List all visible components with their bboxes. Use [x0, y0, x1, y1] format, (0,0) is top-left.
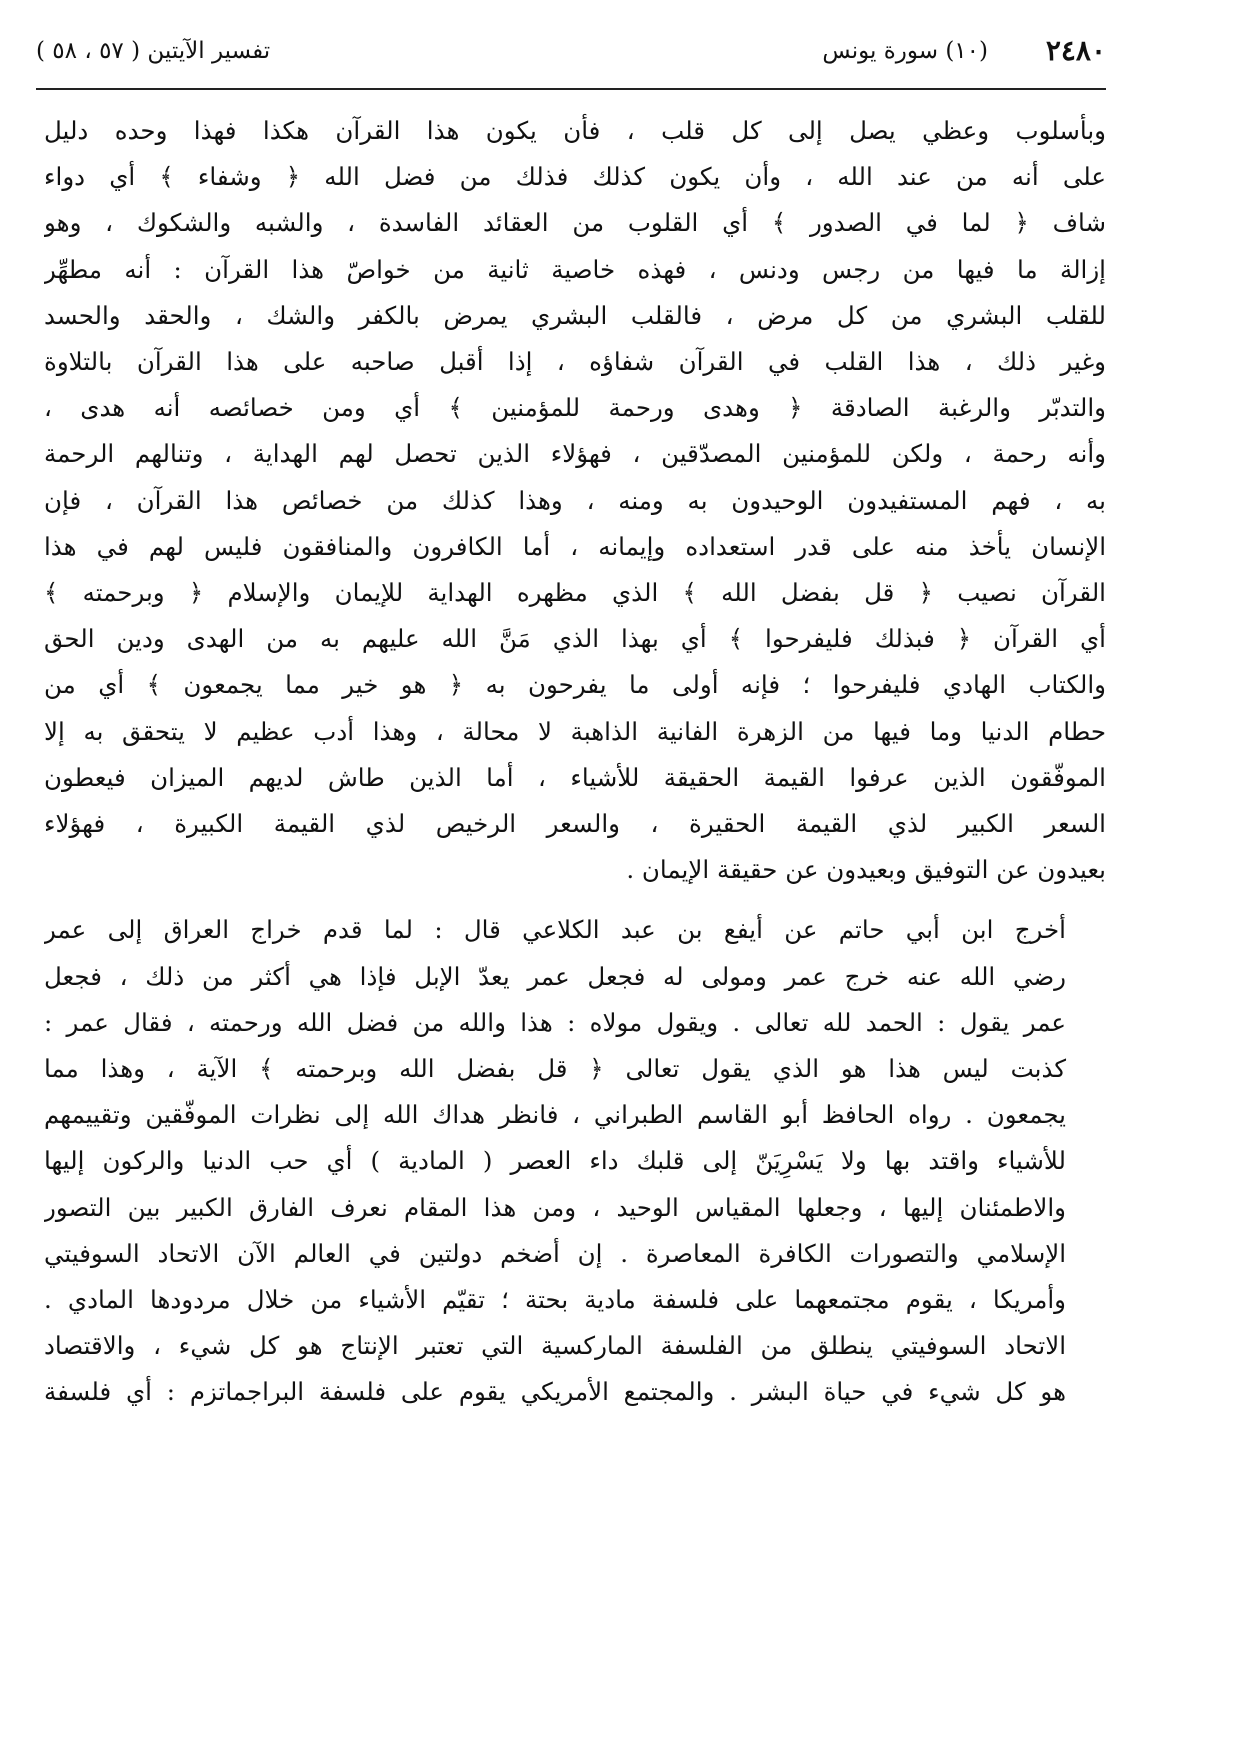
page-body [44, 108, 1106, 1416]
text-line: كذبت ليس هذا هو الذي يقول تعالى ﴿ قل بفضل الله وبرحمته ﴾ الآية ، وهذا مما [44, 1054, 1066, 1084]
page-number: ٢٤٨٠ [1045, 34, 1106, 67]
text-line: هو كل شيء في حياة البشر . والمجتمع الأمريكي يقوم على فلسفة البراجماتزم : أي فلسفة [44, 1377, 1066, 1407]
text-line: والاطمئنان إليها ، وجعلها المقياس الوحيد ، ومن هذا المقام نعرف الفارق الكبير بين التصور [44, 1192, 1066, 1222]
text-line: والتدبّر والرغبة الصادقة ﴿ وهدى ورحمة للمؤمنين ﴾ أي ومن خصائصه أنه هدى ، [44, 393, 1106, 423]
paragraph-1 [44, 108, 1106, 893]
text-line: الإنسان يأخذ منه على قدر استعداده وإيمانه ، أما الكافرون والمنافقون فليس لهم في هذا [44, 531, 1106, 561]
text-line: للأشياء واقتد بها ولا يَسْرِيَنّ إلى قلبك داء العصر ( المادية ) أي حب الدنيا والركون إليها [44, 1146, 1066, 1176]
paragraph-2 [44, 907, 1106, 1415]
text-line: شاف ﴿ لما في الصدور ﴾ أي القلوب من العقائد الفاسدة ، والشبه والشكوك ، وهو [44, 208, 1106, 238]
text-line: الاتحاد السوفيتي ينطلق من الفلسفة الماركسية التي تعتبر الإنتاج هو كل شيء ، والاقتصاد [44, 1331, 1066, 1361]
verses-title: تفسير الآيتين ( ٥٧ ، ٥٨ ) [36, 38, 271, 64]
text-line-last: بعيدون عن التوفيق وبعيدون عن حقيقة الإيمان . [626, 855, 1106, 885]
text-line: أخرج ابن أبي حاتم عن أيفع بن عبد الكلاعي قال : لما قدم خراج العراق إلى عمر [44, 915, 1066, 945]
text-line: حطام الدنيا وما فيها من الزهرة الفانية الذاهبة لا محالة ، وهذا أدب عظيم لا يتحقق به إلا [44, 716, 1106, 746]
surah-title: (١٠) سورة يونس [822, 38, 988, 64]
text-line: به ، فهم المستفيدون الوحيدون به ومنه ، وهذا كذلك من خصائص هذا القرآن ، فإن [44, 485, 1106, 515]
text-line: إزالة ما فيها من رجس ودنس ، فهذه خاصية ثانية من خواصّ هذا القرآن : أنه مطهِّر [44, 254, 1106, 284]
text-line: السعر الكبير لذي القيمة الحقيرة ، والسعر الرخيص لذي القيمة الكبيرة ، فهؤلاء [44, 809, 1106, 839]
text-line: القرآن نصيب ﴿ قل بفضل الله ﴾ الذي مظهره الهداية للإيمان والإسلام ﴿ وبرحمته ﴾ [44, 578, 1106, 608]
page-header [36, 28, 1106, 90]
text-line: الإسلامي والتصورات الكافرة المعاصرة . إن أضخم دولتين في العالم الآن الاتحاد السوفيتي [44, 1238, 1066, 1268]
text-line: للقلب البشري من كل مرض ، فالقلب البشري يمرض بالكفر والشك ، والحقد والحسد [44, 300, 1106, 330]
text-line: عمر يقول : الحمد لله تعالى . ويقول مولاه : هذا والله من فضل الله ورحمته ، فقال عمر : [44, 1007, 1066, 1037]
text-line: رضي الله عنه خرج عمر ومولى له فجعل عمر يعدّ الإبل فإذا هي أكثر من ذلك ، فجعل [44, 961, 1066, 991]
text-line: وأنه رحمة ، ولكن للمؤمنين المصدّقين ، فهؤلاء الذين تحصل لهم الهداية ، وتنالهم الرحمة [44, 439, 1106, 469]
text-line: يجمعون . رواه الحافظ أبو القاسم الطبراني ، فانظر هداك الله إلى نظرات الموفّقين وتقييمهم [44, 1100, 1066, 1130]
text-line: وغير ذلك ، هذا القلب في القرآن شفاؤه ، إذا أقبل صاحبه على هذا القرآن بالتلاوة [44, 347, 1106, 377]
text-line: أي القرآن ﴿ فبذلك فليفرحوا ﴾ أي بهذا الذي مَنَّ الله عليهم به من الهدى ودين الحق [44, 624, 1106, 654]
text-line: على أنه من عند الله ، وأن يكون كذلك فذلك من فضل الله ﴿ وشفاء ﴾ أي دواء [44, 162, 1106, 192]
text-line: والكتاب الهادي فليفرحوا ؛ فإنه أولى ما يفرحون به ﴿ هو خير مما يجمعون ﴾ أي من [44, 670, 1106, 700]
text-line: وبأسلوب وعظي يصل إلى كل قلب ، فأن يكون هذا القرآن هكذا فهذا وحده دليل [44, 116, 1106, 145]
text-line: وأمريكا ، يقوم مجتمعهما على فلسفة مادية بحتة ؛ تقيّم الأشياء من خلال مردودها المادي . [44, 1285, 1066, 1315]
text-line: الموفّقون الذين عرفوا القيمة الحقيقة للأشياء ، أما الذين طاش لديهم الميزان فيعطون [44, 762, 1106, 792]
